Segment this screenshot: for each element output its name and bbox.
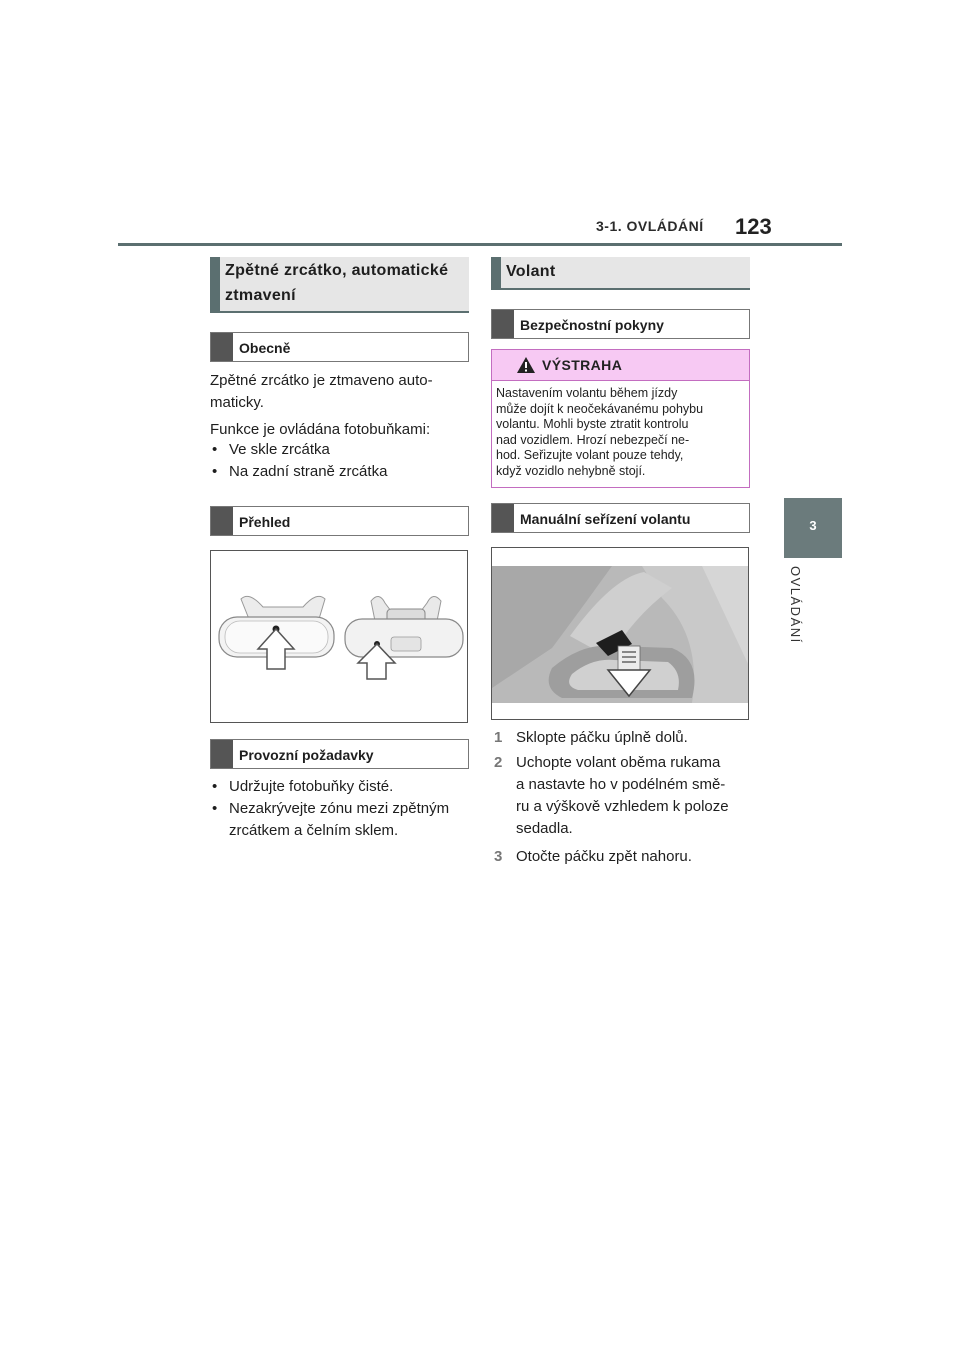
general-para-1-line-1: Zpětné zrcátko je ztmaveno auto-: [210, 372, 433, 389]
list-item: • Udržujte fotobuňky čisté.: [212, 778, 394, 795]
subheading-manual-adjust: Manuální seřízení volantu: [491, 503, 750, 533]
step-item: 1 Sklopte páčku úplně dolů.: [494, 729, 688, 746]
heading-line-1: Zpětné zrcátko, automatické: [225, 262, 449, 279]
step-item: 3 Otočte páčku zpět nahoru.: [494, 848, 692, 865]
warning-title: VÝSTRAHA: [542, 357, 623, 373]
warning-triangle-icon: [516, 356, 536, 374]
list-item: • Nezakrývejte zónu mezi zpětným zrcátkem a čelním sklem.: [212, 800, 450, 839]
list-item: • Na zadní straně zrcátka: [212, 463, 388, 480]
section-title: 3-1. OVLÁDÁNÍ: [596, 218, 704, 234]
mirror-photocell-diagram: [211, 551, 468, 723]
warning-text: Nastavením volantu během jízdy může dojít k neočekávanému pohybu volantu. Mohli byste ztratit kontrolu nad vozidlem. Hrozí nebezpečí ne- hod. Seřizujte volant pouze tehdy, když vozidlo nehybně stojí.: [496, 386, 704, 478]
general-para-1-line-2: maticky.: [210, 394, 264, 411]
chapter-number: 3: [809, 518, 817, 533]
list-item: • Ve skle zrcátka: [212, 441, 330, 458]
general-para-2: Funkce je ovládána fotobuňkami:: [210, 421, 431, 438]
header-rule: [118, 243, 842, 246]
section-heading-mirror: [210, 257, 469, 313]
section-heading-steering: Volant: [491, 257, 750, 290]
warning-header: [492, 350, 749, 381]
subheading-requirements: Provozní požadavky: [210, 739, 469, 769]
mirror-illustration: [210, 550, 468, 723]
step-item: 2 Uchopte volant oběma rukama a nastavte ho v podélném smě- ru a výškově vzhledem k poloze sedadla.: [494, 754, 729, 837]
heading-line-2: ztmavení: [225, 287, 296, 304]
chapter-tab: [784, 498, 842, 558]
chapter-label: OVLÁDÁNÍ: [788, 566, 803, 644]
subheading-overview: Přehled: [210, 506, 469, 536]
warning-box: [491, 349, 750, 488]
subheading-safety: Bezpečnostní pokyny: [491, 309, 750, 339]
steering-column-lever-image: [492, 548, 749, 720]
subheading-general: Obecně: [210, 332, 469, 362]
steering-lever-photo: [491, 547, 749, 720]
page-number: 123: [735, 214, 772, 239]
